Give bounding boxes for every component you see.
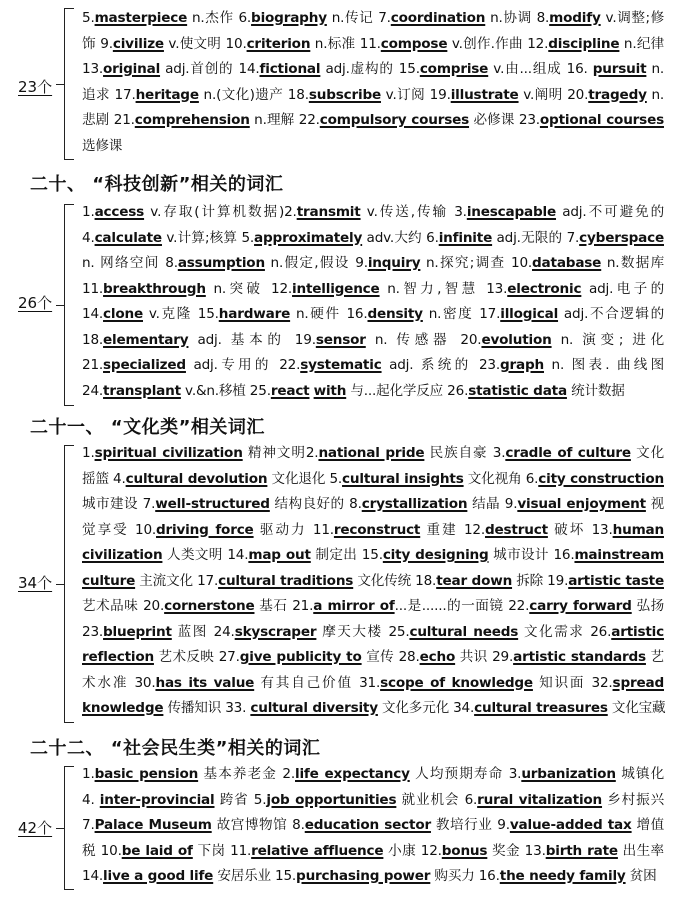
word-count-label: 23个 bbox=[18, 78, 53, 96]
vocab-term: job opportunities bbox=[266, 791, 397, 808]
definition-text: n.杰作 6. bbox=[187, 10, 252, 26]
text-line bbox=[82, 518, 664, 544]
word-count-label: 42个 bbox=[18, 819, 53, 837]
definition-text: 弘扬 bbox=[631, 598, 664, 614]
vocab-term: statistic data bbox=[468, 382, 567, 399]
text-line bbox=[82, 251, 664, 277]
definition-text: adj.不可避免的 bbox=[556, 204, 664, 220]
definition-text: 人类文明 14. bbox=[162, 547, 249, 563]
word-list bbox=[82, 6, 664, 159]
vocab-term: calculate bbox=[94, 229, 162, 246]
vocab-term: masterpiece bbox=[94, 10, 188, 26]
vocab-term: tear down bbox=[436, 572, 513, 589]
vocab-term: pursuit bbox=[592, 61, 647, 77]
definition-text: v.阐明 20. bbox=[518, 86, 589, 103]
definition-text: 教培行业 9. bbox=[430, 817, 510, 833]
definition-text: 跨省 5. bbox=[214, 791, 267, 808]
definition-text: 文化视角 6. bbox=[463, 470, 539, 487]
definition-text: 文化退化 5. bbox=[267, 470, 343, 487]
vocab-term: breakthrough bbox=[103, 280, 206, 297]
definition-text: 基本养老金 2. bbox=[198, 766, 295, 782]
vocab-term: reflection bbox=[82, 649, 154, 665]
word-list bbox=[82, 441, 664, 722]
vocab-term: rural vitalization bbox=[477, 791, 603, 808]
definition-text: 追求 17. bbox=[82, 86, 136, 103]
definition-text: v.计算;核算 5. bbox=[161, 229, 255, 246]
text-line bbox=[82, 6, 664, 32]
definition-text: 拆除 19. bbox=[512, 572, 569, 589]
vocab-term: optional courses bbox=[539, 112, 664, 128]
text-line bbox=[82, 328, 664, 354]
vocab-term: birth rate bbox=[545, 842, 618, 859]
definition-text: 21. bbox=[82, 357, 104, 373]
vocab-term: approximately bbox=[254, 229, 363, 246]
vocab-term: culture bbox=[82, 572, 136, 589]
vocab-term: cultural traditions bbox=[218, 572, 354, 589]
text-line bbox=[82, 302, 664, 328]
brace-bracket bbox=[64, 766, 74, 890]
vocab-term: cultural treasures bbox=[474, 700, 608, 716]
definition-text: 艺术反映 27. bbox=[153, 649, 240, 665]
vocab-term: graph bbox=[499, 357, 544, 373]
definition-text: 与...起化学反应 26. bbox=[346, 382, 469, 399]
definition-text: 文化 bbox=[630, 445, 665, 461]
definition-text: n.探究;调查 10. bbox=[420, 255, 533, 271]
vocab-term: relative affluence bbox=[251, 842, 384, 859]
vocab-term: criterion bbox=[246, 35, 311, 52]
definition-text: 增值 bbox=[631, 817, 665, 833]
section-heading-22: 二十二、 “社会民生类”相关的词汇 bbox=[30, 738, 321, 759]
vocab-term: compulsory courses bbox=[319, 112, 470, 128]
vocab-term: value-added tax bbox=[509, 817, 632, 833]
word-list bbox=[82, 200, 664, 404]
text-line bbox=[82, 762, 664, 788]
definition-text: 文化需求 26. bbox=[518, 623, 612, 640]
definition-text: 破坏 13. bbox=[547, 521, 613, 538]
definition-text: 传播知识 33. bbox=[163, 700, 251, 716]
text-line bbox=[82, 788, 664, 814]
definition-text: 基石 21. bbox=[254, 598, 314, 614]
vocab-term: echo bbox=[419, 649, 456, 665]
text-line bbox=[82, 569, 664, 595]
vocab-term: artistic standards bbox=[513, 649, 646, 665]
definition-text: n. 网络空间 8. bbox=[82, 255, 178, 271]
definition-text: 下岗 11. bbox=[192, 842, 252, 859]
vocab-term: artistic taste bbox=[568, 572, 664, 589]
vocab-term: cultural devolution bbox=[125, 470, 268, 487]
definition-text: 蓝图 24. bbox=[171, 623, 235, 640]
vocab-term: sensor bbox=[315, 331, 366, 348]
definition-text: adj. 系统的 23. bbox=[381, 357, 500, 373]
definition-text: v.订阅 19. bbox=[381, 86, 451, 103]
vocab-term: discipline bbox=[548, 35, 620, 52]
definition-text: n.密度 17. bbox=[422, 306, 501, 322]
definition-text: 4. bbox=[82, 229, 95, 246]
definition-text: n.纪律 bbox=[619, 35, 664, 52]
vocab-term: life expectancy bbox=[295, 766, 410, 782]
vocab-term: transplant bbox=[103, 382, 181, 399]
vocab-term: has its value bbox=[155, 674, 255, 691]
text-line bbox=[82, 645, 664, 671]
vocab-term: urbanization bbox=[521, 766, 616, 782]
word-count-label: 34个 bbox=[18, 574, 53, 592]
definition-text: adj.专用的 22. bbox=[185, 357, 301, 373]
definition-text: 有其自己价值 31. bbox=[254, 674, 381, 691]
vocab-term: comprise bbox=[419, 61, 489, 77]
definition-text: 出生率 bbox=[617, 842, 664, 859]
vocab-term: with bbox=[313, 382, 347, 399]
vocab-term: a mirror of bbox=[313, 598, 395, 614]
section-heading-20: 二十、 “科技创新”相关的词汇 bbox=[30, 174, 284, 195]
definition-text: 共识 29. bbox=[455, 649, 514, 665]
text-line bbox=[82, 353, 664, 379]
vocab-term: spread bbox=[612, 674, 664, 691]
vocab-term: crystallization bbox=[361, 496, 468, 512]
vocab-term: modify bbox=[549, 10, 601, 26]
vocab-term: cradle of culture bbox=[505, 445, 631, 461]
definition-text: 结构良好的 8. bbox=[269, 496, 362, 512]
vocab-term: knowledge bbox=[82, 700, 164, 716]
vocab-term: destruct bbox=[484, 521, 548, 538]
definition-text: 奖金 13. bbox=[487, 842, 546, 859]
text-line bbox=[82, 277, 664, 303]
text-line bbox=[82, 83, 664, 109]
brace-bracket bbox=[64, 204, 74, 406]
section-heading-21: 二十一、 “文化类”相关词汇 bbox=[30, 417, 265, 438]
definition-text: 安居乐业 15. bbox=[213, 868, 297, 884]
vocab-term: Palace Museum bbox=[94, 817, 212, 833]
definition-text: 主流文化 17. bbox=[135, 572, 219, 589]
definition-text: 重建 12. bbox=[420, 521, 485, 538]
definition-text: 就业机会 6. bbox=[396, 791, 478, 808]
vocab-term: access bbox=[94, 204, 145, 220]
definition-text: 制定出 15. bbox=[310, 547, 383, 563]
vocab-term: database bbox=[532, 255, 602, 271]
definition-text: adj.首创的 14. bbox=[160, 61, 260, 77]
definition-text: 乡村振兴 bbox=[602, 791, 664, 808]
definition-text: 摩天大楼 25. bbox=[316, 623, 410, 640]
vocab-term: specialized bbox=[103, 357, 186, 373]
vocab-term: basic pension bbox=[94, 766, 199, 782]
definition-text: 悲剧 21. bbox=[82, 112, 135, 128]
vocab-term: evolution bbox=[481, 331, 552, 348]
definition-text: n. 演变; 进化 bbox=[551, 331, 664, 348]
definition-text: 城市建设 7. bbox=[82, 496, 156, 512]
vocab-term: compose bbox=[380, 35, 448, 52]
definition-text: 1. bbox=[82, 445, 95, 461]
definition-text: n.智力,智慧 13. bbox=[379, 280, 508, 297]
definition-text: 文化多元化 34. bbox=[377, 700, 475, 716]
text-line bbox=[82, 594, 664, 620]
vocab-term: bonus bbox=[441, 842, 488, 859]
vocab-term: live a good life bbox=[103, 868, 214, 884]
vocab-term: civilization bbox=[82, 547, 163, 563]
vocab-term: city construction bbox=[538, 470, 664, 487]
vocab-term: illustrate bbox=[450, 86, 519, 103]
definition-text: 4. bbox=[82, 791, 100, 808]
definition-text: 结晶 9. bbox=[467, 496, 518, 512]
text-line bbox=[82, 492, 664, 518]
definition-text: 文化宝藏 bbox=[607, 700, 666, 716]
definition-text: adv.大约 6. bbox=[362, 229, 439, 246]
definition-text: 选修课 bbox=[82, 137, 123, 154]
definition-text: n.突破 12. bbox=[205, 280, 293, 297]
vocab-term: electronic bbox=[507, 280, 582, 297]
text-line bbox=[82, 696, 664, 722]
text-line bbox=[82, 441, 664, 467]
definition-text: v.创作.作曲 12. bbox=[447, 35, 549, 52]
vocab-term: driving force bbox=[156, 521, 254, 538]
definition-text: v.克隆 15. bbox=[143, 306, 219, 322]
vocab-term: visual enjoyment bbox=[517, 496, 646, 512]
definition-text: adj.虚构的 15. bbox=[320, 61, 420, 77]
vocab-term: carry forward bbox=[529, 598, 632, 614]
definition-text: 驱动力 11. bbox=[253, 521, 334, 538]
definition-text: 术水准 30. bbox=[82, 674, 156, 691]
vocab-term: biography bbox=[251, 10, 327, 26]
vocab-term: cultural insights bbox=[342, 470, 464, 487]
definition-text: 艺术品味 20. bbox=[82, 598, 165, 614]
vocab-term: scope of knowledge bbox=[380, 674, 533, 691]
definition-text: 13. bbox=[82, 61, 104, 77]
definition-text: 1. bbox=[82, 204, 95, 220]
word-count-label: 26个 bbox=[18, 294, 53, 312]
text-line bbox=[82, 200, 664, 226]
definition-text: 1. bbox=[82, 766, 95, 782]
definition-text: v.使文明 10. bbox=[163, 35, 247, 52]
definition-text: 23. bbox=[82, 623, 104, 640]
definition-text: adj.无限的 7. bbox=[492, 229, 580, 246]
vocab-term: cyberspace bbox=[579, 229, 664, 246]
definition-text: n. bbox=[646, 86, 664, 103]
definition-text: 统计数据 bbox=[566, 382, 625, 399]
word-list bbox=[82, 762, 664, 890]
definition-text: n. bbox=[646, 61, 664, 77]
vocab-term: inter-provincial bbox=[99, 791, 215, 808]
definition-text: adj.不合逻辑的 bbox=[558, 306, 664, 322]
brace-bracket bbox=[64, 445, 74, 723]
vocab-term: inquiry bbox=[367, 255, 421, 271]
vocab-term: density bbox=[367, 306, 423, 322]
definition-text: 文化传统 18. bbox=[353, 572, 437, 589]
definition-text: n.传记 7. bbox=[326, 10, 391, 26]
vocab-term: heritage bbox=[135, 86, 199, 103]
vocab-term: coordination bbox=[390, 10, 486, 26]
definition-text: 觉享受 10. bbox=[82, 521, 157, 538]
vocab-term: purchasing power bbox=[296, 868, 431, 884]
text-line bbox=[82, 108, 664, 134]
definition-text: 贫困 bbox=[625, 868, 657, 884]
definition-text: v.由...组成 16. bbox=[488, 61, 593, 77]
definition-text: 饰 9. bbox=[82, 35, 113, 52]
text-line bbox=[82, 379, 664, 405]
definition-text: v.&n.移植 25. bbox=[180, 382, 271, 399]
definition-text: 税 10. bbox=[82, 842, 122, 859]
definition-text: 民族自豪 3. bbox=[424, 445, 506, 461]
vocab-term: inescapable bbox=[466, 204, 557, 220]
vocab-term: tragedy bbox=[588, 86, 647, 103]
definition-text: 5. bbox=[82, 10, 95, 26]
definition-text: 城市设计 16. bbox=[488, 547, 575, 563]
definition-text: n.标准 11. bbox=[310, 35, 381, 52]
vocab-term: original bbox=[103, 61, 161, 77]
definition-text: n.协调 8. bbox=[485, 10, 550, 26]
vocab-term: cultural diversity bbox=[250, 700, 378, 716]
definition-text: 故宫博物馆 8. bbox=[211, 817, 305, 833]
text-line bbox=[82, 134, 664, 160]
definition-text: v.传送,传输 3. bbox=[360, 204, 467, 220]
definition-text: 宣传 28. bbox=[361, 649, 420, 665]
vocab-term: systematic bbox=[300, 357, 382, 373]
definition-text: n. 图表. 曲线图 bbox=[544, 357, 664, 373]
vocab-term: education sector bbox=[304, 817, 431, 833]
vocab-term: infinite bbox=[438, 229, 493, 246]
vocab-term: map out bbox=[248, 547, 311, 563]
text-line bbox=[82, 32, 664, 58]
vocab-term: give publicity to bbox=[239, 649, 362, 665]
definition-text: 人均预期寿命 3. bbox=[409, 766, 522, 782]
definition-text: 城镇化 bbox=[615, 766, 664, 782]
vocab-term: the needy family bbox=[499, 868, 626, 884]
definition-text: n.理解 22. bbox=[249, 112, 320, 128]
text-line bbox=[82, 543, 664, 569]
definition-text: adj.电子的 bbox=[581, 280, 664, 297]
vocab-term: artistic bbox=[611, 623, 664, 640]
definition-text: 24. bbox=[82, 382, 104, 399]
vocab-term: skyscraper bbox=[234, 623, 317, 640]
definition-text: n.硬件 16. bbox=[290, 306, 368, 322]
definition-text: ...是......的一面镜 22. bbox=[394, 598, 530, 614]
definition-text: 精神文明2. bbox=[242, 445, 319, 461]
definition-text: 知识面 32. bbox=[532, 674, 613, 691]
text-line bbox=[82, 467, 664, 493]
vocab-term: human bbox=[612, 521, 664, 538]
definition-text: 小康 12. bbox=[383, 842, 442, 859]
vocab-term: spiritual civilization bbox=[94, 445, 243, 461]
vocab-term: intelligence bbox=[292, 280, 380, 297]
definition-text: 14. bbox=[82, 306, 104, 322]
definition-text: 7. bbox=[82, 817, 95, 833]
vocab-term: well-structured bbox=[155, 496, 270, 512]
text-line bbox=[82, 671, 664, 697]
definition-text: 11. bbox=[82, 280, 104, 297]
vocab-term: mainstream bbox=[574, 547, 664, 563]
definition-text: n.(文化)遗产 18. bbox=[198, 86, 309, 103]
definition-text: n. 传感器 20. bbox=[365, 331, 482, 348]
vocab-term: city designing bbox=[382, 547, 489, 563]
definition-text: adj. 基本的 19. bbox=[188, 331, 316, 348]
text-line bbox=[82, 813, 664, 839]
vocab-term: react bbox=[270, 382, 310, 399]
vocab-term: clone bbox=[103, 306, 143, 322]
vocab-term: blueprint bbox=[103, 623, 172, 640]
definition-text: n.假定,假设 9. bbox=[264, 255, 368, 271]
definition-text: 必修课 23. bbox=[469, 112, 540, 128]
vocab-term: cultural needs bbox=[409, 623, 519, 640]
vocab-term: fictional bbox=[259, 61, 321, 77]
text-line bbox=[82, 226, 664, 252]
vocab-term: hardware bbox=[218, 306, 291, 322]
definition-text: v.调整;修 bbox=[600, 10, 665, 26]
vocab-term: national pride bbox=[318, 445, 425, 461]
vocab-term: civilize bbox=[112, 35, 164, 52]
vocab-term: transmit bbox=[296, 204, 361, 220]
vocab-term: assumption bbox=[177, 255, 265, 271]
definition-text: 14. bbox=[82, 868, 104, 884]
text-line bbox=[82, 620, 664, 646]
vocab-term: subscribe bbox=[308, 86, 381, 103]
definition-text: 视 bbox=[645, 496, 664, 512]
definition-text: v.存取(计算机数据)2. bbox=[144, 204, 297, 220]
definition-text: n.数据库 bbox=[601, 255, 664, 271]
definition-text: 18. bbox=[82, 331, 104, 348]
vocab-term: illogical bbox=[500, 306, 559, 322]
brace-bracket bbox=[64, 8, 74, 160]
text-line bbox=[82, 57, 664, 83]
definition-text: 艺 bbox=[645, 649, 664, 665]
vocab-term: be laid of bbox=[121, 842, 193, 859]
vocab-term: elementary bbox=[103, 331, 189, 348]
vocab-term: comprehension bbox=[134, 112, 250, 128]
vocab-term: reconstruct bbox=[333, 521, 421, 538]
definition-text: 摇篮 4. bbox=[82, 470, 126, 487]
vocab-term: cornerstone bbox=[164, 598, 255, 614]
text-line bbox=[82, 864, 664, 890]
text-line bbox=[82, 839, 664, 865]
definition-text: 购买力 16. bbox=[430, 868, 500, 884]
